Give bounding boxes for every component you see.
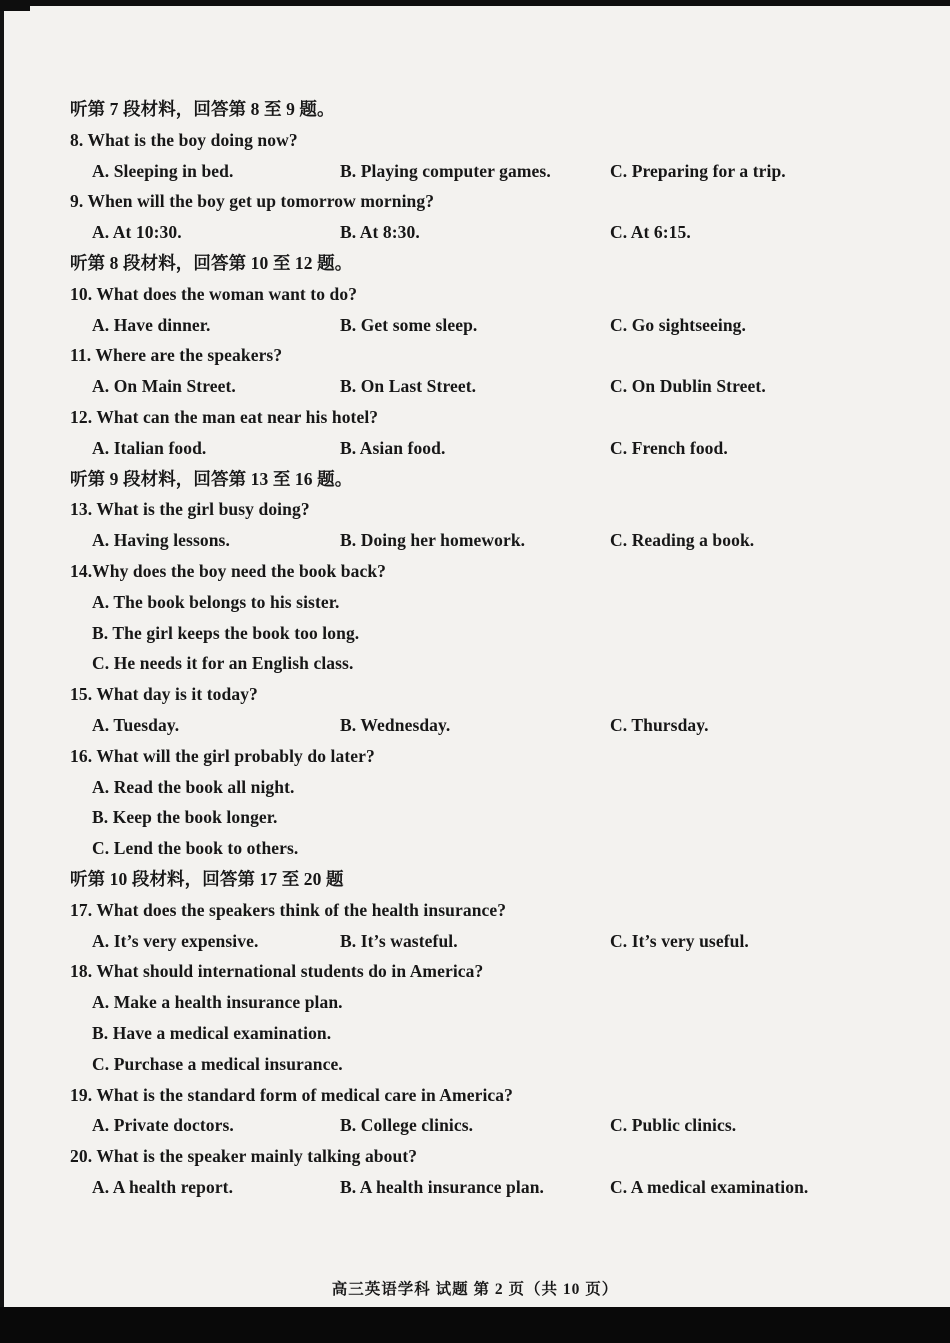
answer-option: A. Having lessons. [92, 530, 230, 551]
options-row [70, 310, 895, 341]
question-text: 19. What is the standard form of medical care in America? [70, 1084, 513, 1105]
answer-option: A. Tuesday. [92, 714, 180, 735]
section-header: 听第 10 段材料，回答第 17 至 20 题 [70, 868, 344, 889]
answer-option: C. Public clinics. [610, 1115, 737, 1136]
answer-option: A. The book belongs to his sister. [92, 591, 340, 612]
question-text: 18. What should international students do in America? [70, 961, 484, 982]
options-row [70, 371, 895, 402]
question-text: 12. What can the man eat near his hotel? [70, 406, 379, 427]
question-text: 10. What does the woman want to do? [70, 283, 358, 304]
exam-content [70, 94, 895, 1203]
scan-edge-bottom [0, 1307, 950, 1343]
section-header: 听第 7 段材料，回答第 8 至 9 题。 [70, 99, 335, 119]
question-text: 14.Why does the boy need the book back? [70, 560, 387, 581]
answer-option: B. Playing computer games. [340, 160, 551, 181]
scan-edge-top [0, 0, 950, 6]
answer-option: B. A health insurance plan. [340, 1176, 545, 1197]
answer-option: C. It’s very useful. [610, 930, 749, 951]
question-text: 16. What will the girl probably do later? [70, 745, 375, 766]
answer-option: A. At 10:30. [92, 222, 182, 243]
options-row [70, 926, 895, 957]
answer-option: B. On Last Street. [340, 376, 477, 397]
answer-option: A. Sleeping in bed. [92, 160, 234, 181]
answer-option: B. Wednesday. [340, 714, 451, 735]
answer-option: A. A health report. [92, 1176, 234, 1197]
answer-option: B. Asian food. [340, 437, 446, 458]
options-row [70, 1172, 895, 1203]
answer-option: B. Have a medical examination. [92, 1022, 332, 1043]
scan-edge-left [0, 0, 4, 1343]
section-header: 听第 8 段材料，回答第 10 至 12 题。 [70, 252, 353, 273]
answer-option: C. Preparing for a trip. [610, 160, 786, 181]
options-row [70, 217, 895, 248]
answer-option: B. Get some sleep. [340, 314, 478, 335]
answer-option: A. Make a health insurance plan. [92, 992, 343, 1013]
answer-option: A. It’s very expensive. [92, 930, 259, 951]
question-text: 13. What is the girl busy doing? [70, 499, 310, 520]
answer-option: A. Private doctors. [92, 1115, 234, 1136]
question-text: 20. What is the speaker mainly talking about? [70, 1146, 418, 1167]
options-row [70, 525, 895, 556]
answer-option: A. On Main Street. [92, 376, 236, 397]
answer-option: B. At 8:30. [340, 222, 420, 243]
answer-option: B. Keep the book longer. [92, 807, 278, 828]
page-footer: 高三英语学科 试题 第 2 页（共 10 页） [331, 1281, 619, 1298]
options-row [70, 710, 895, 741]
answer-option: C. Go sightseeing. [610, 314, 746, 335]
answer-option: C. A medical examination. [610, 1176, 809, 1197]
answer-option: C. Purchase a medical insurance. [92, 1053, 343, 1074]
section-header: 听第 9 段材料，回答第 13 至 16 题。 [70, 468, 353, 489]
options-row [70, 433, 895, 464]
answer-option: C. At 6:15. [610, 222, 691, 243]
answer-option: B. Doing her homework. [340, 530, 526, 551]
answer-option: C. On Dublin Street. [610, 376, 766, 397]
answer-option: C. French food. [610, 437, 728, 458]
question-text: 9. When will the boy get up tomorrow morning? [70, 191, 435, 212]
answer-option: C. He needs it for an English class. [92, 653, 354, 674]
answer-option: B. College clinics. [340, 1115, 474, 1136]
question-text: 8. What is the boy doing now? [70, 129, 298, 150]
options-row [70, 1110, 895, 1141]
answer-option: C. Reading a book. [610, 530, 755, 551]
options-row [70, 156, 895, 187]
question-text: 17. What does the speakers think of the health insurance? [70, 899, 507, 920]
answer-option: B. It’s wasteful. [340, 930, 458, 951]
answer-option: C. Lend the book to others. [92, 838, 299, 859]
answer-option: C. Thursday. [610, 714, 709, 735]
question-text: 15. What day is it today? [70, 684, 258, 705]
answer-option: B. The girl keeps the book too long. [92, 622, 360, 643]
answer-option: A. Italian food. [92, 437, 207, 458]
answer-option: A. Have dinner. [92, 314, 211, 335]
scan-edge-corner [0, 0, 30, 11]
question-text: 11. Where are the speakers? [70, 345, 283, 366]
answer-option: A. Read the book all night. [92, 776, 295, 797]
